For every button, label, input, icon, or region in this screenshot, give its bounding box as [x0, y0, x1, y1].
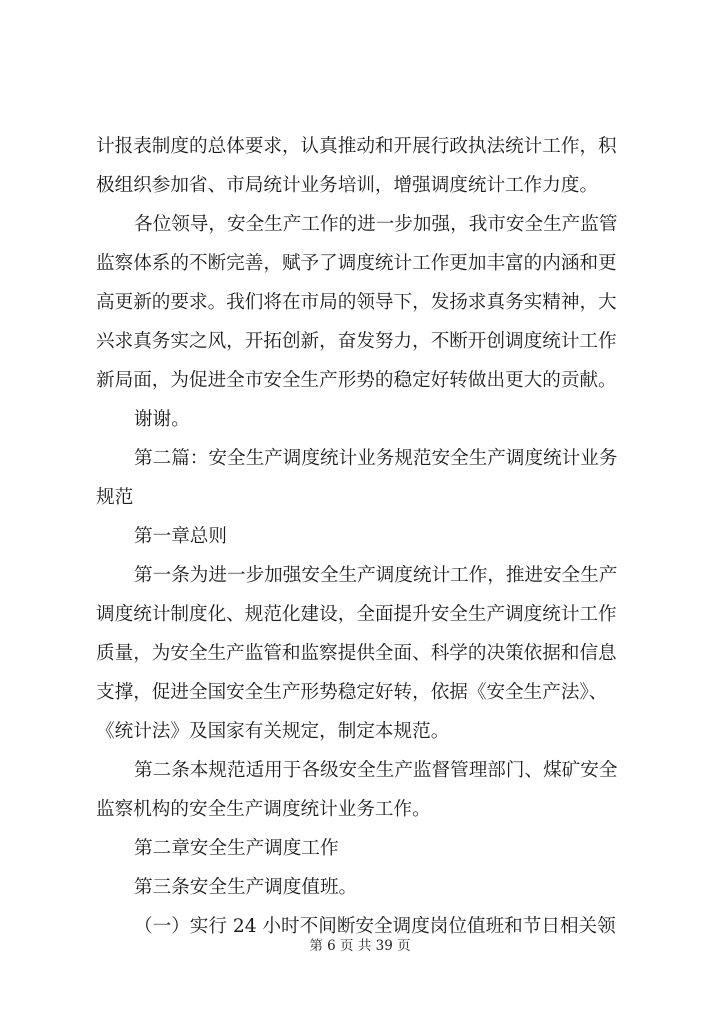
paragraph-start: 各位领导，安全生产工作的进一步加强，我市安全生产监管: [134, 214, 618, 235]
text-line: 高更新的要求。我们将在市局的领导下，发扬求真务实精神，大: [96, 292, 617, 313]
chapter-heading: 第二章安全生产调度工作: [134, 838, 339, 859]
text-line: 新局面，为促进全市安全生产形势的稳定好转做出更大的贡献。: [96, 370, 617, 391]
paragraph-start: 谢谢。: [134, 409, 190, 430]
paragraph-start: 第一条为进一步加强安全生产调度统计工作，推进安全生产: [134, 565, 618, 586]
text-line: 《统计法》及国家有关规定，制定本规范。: [96, 721, 450, 742]
page-number-footer: 第 6 页 共 39 页: [309, 938, 411, 954]
text-line: 调度统计制度化、规范化建设，全面提升安全生产调度统计工作: [96, 604, 617, 625]
text-line: 监察机构的安全生产调度统计业务工作。: [96, 799, 431, 820]
text-line: 极组织参加省、市局统计业务培训，增强调度统计工作力度。: [96, 175, 599, 196]
text-line: 计报表制度的总体要求，认真推动和开展行政执法统计工作，积: [96, 136, 617, 157]
paragraph-start: 第二条本规范适用于各级安全生产监督管理部门、煤矿安全: [134, 760, 618, 781]
paragraph-start: （一）实行 24 小时不间断安全调度岗位值班和节日相关领: [134, 916, 616, 937]
chapter-heading: 第一章总则: [134, 526, 227, 547]
text-line: 质量，为安全生产监管和监察提供全面、科学的决策依据和信息: [96, 643, 617, 664]
paragraph-start: 第三条安全生产调度值班。: [134, 877, 358, 898]
text-line: 规范: [96, 487, 134, 508]
text-line: 支撑，促进全国安全生产形势稳定好转，依据《安全生产法》、: [96, 682, 608, 703]
text-line: 兴求真务实之风，开拓创新，奋发努力，不断开创调度统计工作: [96, 331, 617, 352]
section-heading: 第二篇：安全生产调度统计业务规范安全生产调度统计业务: [134, 448, 618, 469]
text-line: 监察体系的不断完善，赋予了调度统计工作更加丰富的内涵和更: [96, 253, 617, 274]
